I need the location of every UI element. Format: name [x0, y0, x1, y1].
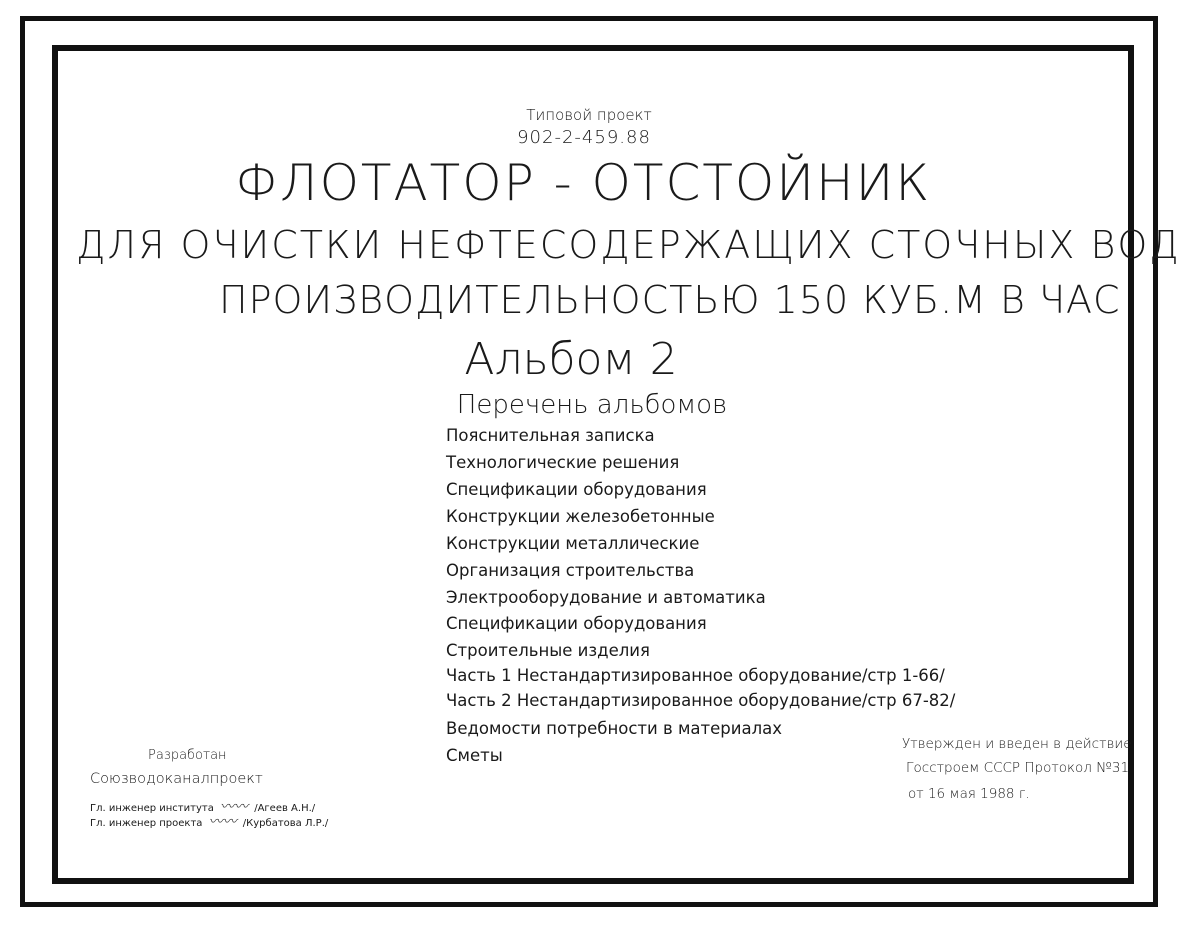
developer-organization: Союзводоканалпроект: [90, 771, 263, 787]
album-description: Спецификации оборудования: [446, 614, 707, 633]
album-description: Часть 1 Нестандартизированное оборудование/стр 1-66/: [446, 666, 945, 685]
albums-list-heading: Перечень альбомов: [456, 390, 728, 420]
developer-label: Разработан: [148, 748, 227, 763]
album-description: Часть 2 Нестандартизированное оборудование/стр 67-82/: [446, 691, 956, 710]
signer-role: Гл. инженер института: [90, 803, 214, 814]
handwritten-signature: 〰〰: [220, 799, 249, 815]
chief-engineer-project-line: [90, 811, 328, 831]
signer-role: Гл. инженер проекта: [90, 818, 203, 829]
album-description: Пояснительная записка: [446, 426, 655, 445]
album-description: Электрооборудование и автоматика: [446, 588, 766, 607]
series-label: Типовой проект: [526, 106, 652, 124]
subtitle-line-2: ПРОИЗВОДИТЕЛЬНОСТЬЮ 150 КУБ.М В ЧАС: [219, 278, 1121, 322]
album-description: Ведомости потребности в материалах: [446, 719, 783, 738]
approval-line-3: от 16 мая 1988 г.: [908, 786, 1030, 802]
album-description: Организация строительства: [446, 561, 695, 580]
album-description: Спецификации оборудования: [446, 480, 707, 499]
album-description: Конструкции железобетонные: [446, 507, 715, 526]
album-description: Строительные изделия: [446, 641, 650, 660]
album-description: Конструкции металлические: [446, 534, 700, 553]
approval-line-1: Утвержден и введен в действие: [902, 736, 1132, 752]
project-number: 902-2-459.88: [517, 127, 651, 148]
album-title: Альбом 2: [464, 334, 678, 385]
main-title: ФЛОТАТОР - ОТСТОЙНИК: [234, 154, 932, 212]
signer-name: /Курбатова Л.Р./: [242, 818, 329, 829]
approval-line-2: Госстроем СССР Протокол №31: [906, 760, 1130, 776]
album-description: Технологические решения: [446, 453, 680, 472]
handwritten-signature: 〰〰: [208, 814, 237, 830]
signer-name: /Агеев А.Н./: [254, 803, 316, 814]
subtitle-line-1: ДЛЯ ОЧИСТКИ НЕФТЕСОДЕРЖАЩИХ СТОЧНЫХ ВОД: [76, 223, 1181, 267]
album-description: Сметы: [446, 746, 503, 765]
